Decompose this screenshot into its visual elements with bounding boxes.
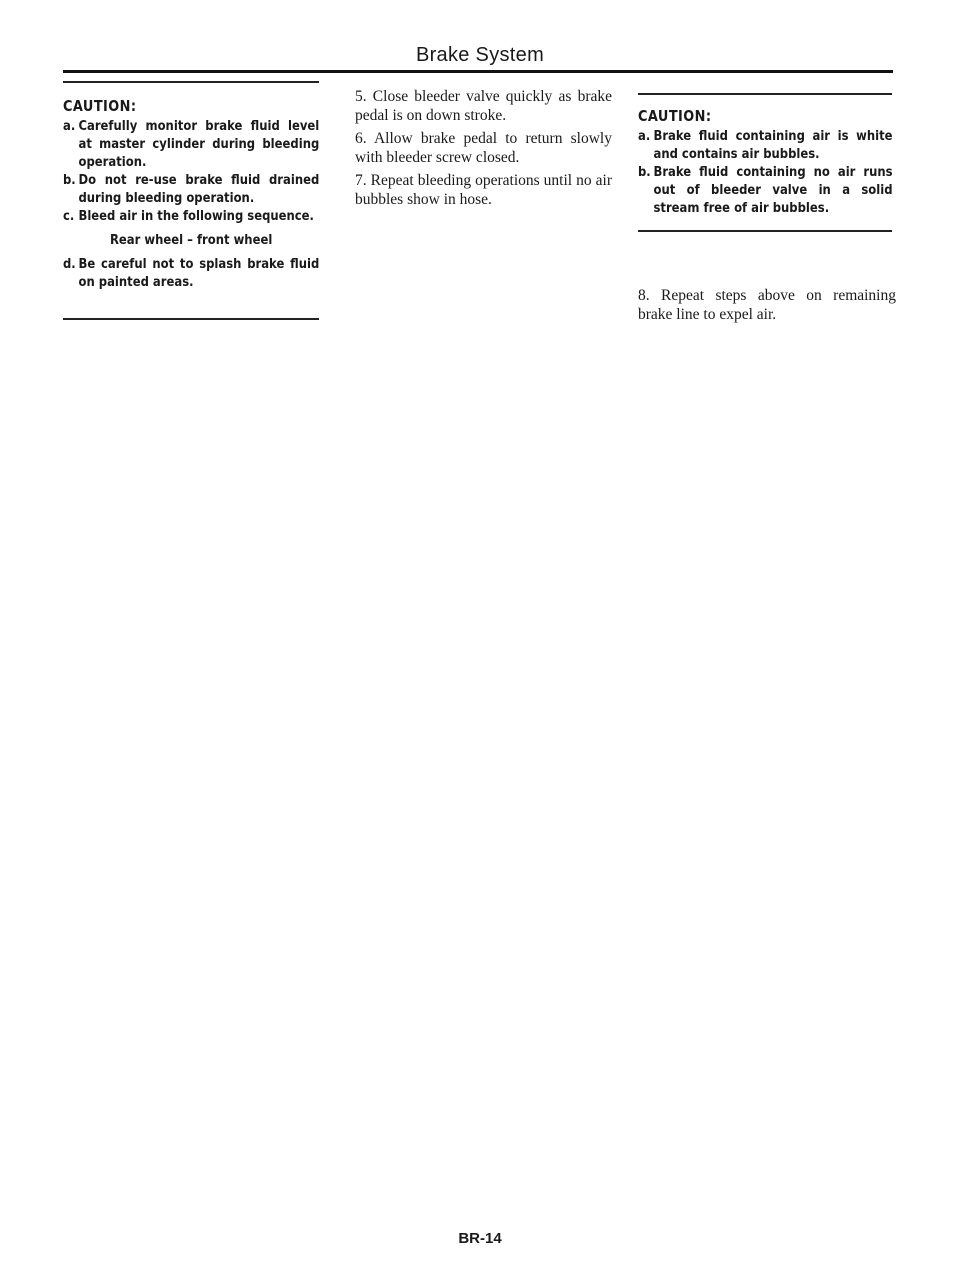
caution-item-text: Be careful not to splash brake fluid on painted areas. bbox=[78, 256, 320, 290]
bleeding-steps bbox=[355, 87, 612, 213]
caution-item-letter: c. bbox=[63, 208, 75, 224]
page-title: Brake System bbox=[415, 44, 545, 66]
right-caution-box bbox=[638, 107, 893, 217]
caution-item-c bbox=[63, 207, 319, 225]
step-8 bbox=[638, 286, 896, 328]
header-rule bbox=[63, 70, 893, 73]
caution-item-text: Do not re-use brake fluid drained during bleeding operation. bbox=[78, 172, 320, 206]
left-caution-box bbox=[63, 97, 319, 291]
bleed-sequence: Rear wheel – front wheel bbox=[109, 232, 273, 248]
step-7: 7. Repeat bleeding operations until no air bubbles show in hose. bbox=[355, 172, 612, 208]
caution-item-d bbox=[63, 255, 319, 291]
caution-item-letter: d. bbox=[63, 256, 76, 272]
caution-item-text: Brake fluid containing no air runs out of bleeder valve in a solid stream free of air bubbles. bbox=[653, 164, 893, 216]
caution-item-letter: b. bbox=[638, 164, 651, 180]
caution-title: CAUTION: bbox=[638, 107, 712, 125]
caution-item-a bbox=[63, 117, 319, 171]
caution-item-letter: a. bbox=[63, 118, 76, 134]
left-caution-bottom-rule bbox=[63, 318, 319, 320]
right-caution-bottom-rule bbox=[638, 230, 892, 232]
caution-item-text: Brake fluid containing air is white and contains air bubbles. bbox=[653, 128, 893, 162]
page-number: BR-14 bbox=[458, 1230, 502, 1247]
step-5: 5. Close bleeder valve quickly as brake pedal is on down stroke. bbox=[355, 88, 612, 124]
right-caution-top-rule bbox=[638, 93, 892, 95]
step-6: 6. Allow brake pedal to return slowly with bleeder screw closed. bbox=[355, 130, 612, 166]
step-8-text: 8. Repeat steps above on remaining brake line to expel air. bbox=[638, 287, 896, 323]
caution-title: CAUTION: bbox=[63, 97, 137, 115]
caution-item-b bbox=[638, 163, 893, 217]
caution-item-a bbox=[638, 127, 893, 163]
caution-item-b bbox=[63, 171, 319, 207]
caution-item-text: Carefully monitor brake fluid level at master cylinder during bleeding operation. bbox=[78, 118, 320, 170]
caution-item-text: Bleed air in the following sequence. bbox=[78, 208, 314, 224]
left-caution-top-rule bbox=[63, 81, 319, 83]
caution-item-letter: a. bbox=[638, 128, 651, 144]
caution-item-letter: b. bbox=[63, 172, 76, 188]
